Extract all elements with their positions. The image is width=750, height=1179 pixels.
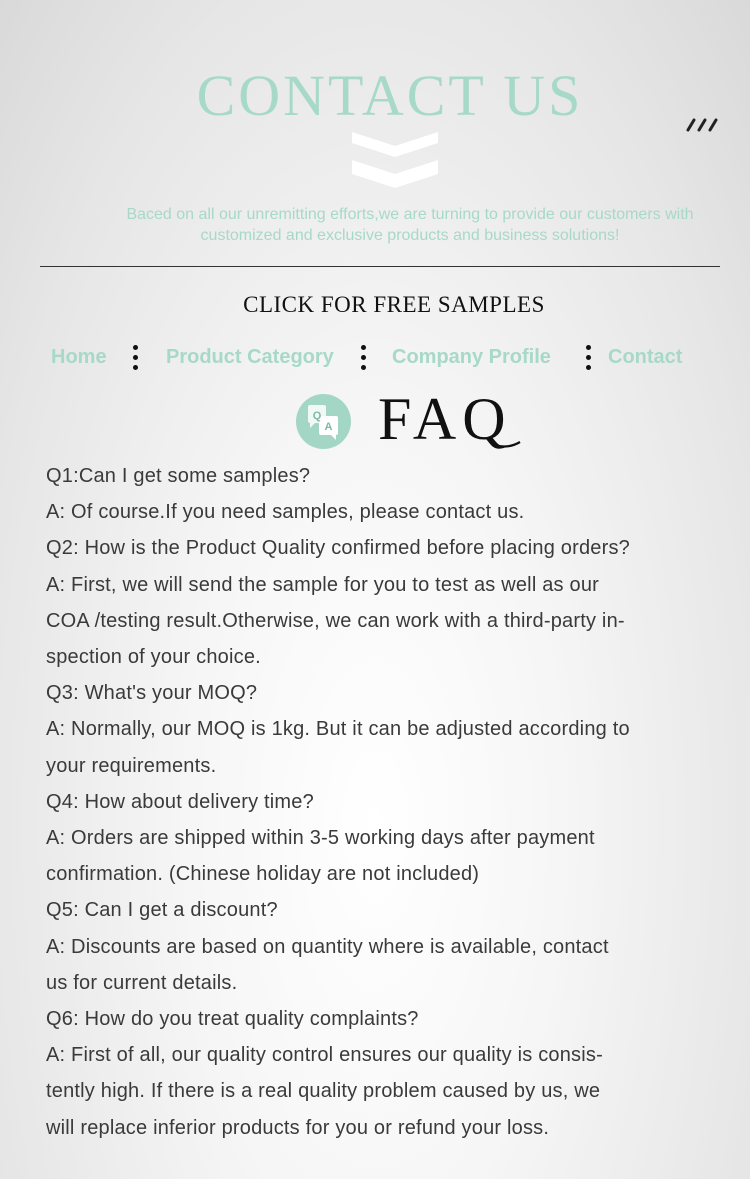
nav-separator — [360, 345, 366, 371]
faq-answer-line: A: First, we will send the sample for you to test as well as our — [46, 573, 600, 596]
faq-list — [46, 458, 696, 1146]
faq-answer-line: your requirements. — [46, 754, 217, 777]
qa-a-letter: A — [324, 421, 333, 433]
intro-text — [100, 204, 720, 246]
faq-question: Q5: Can I get a discount? — [46, 899, 278, 922]
faq-answer-line: us for current details. — [46, 971, 238, 994]
faq-answer-line: A: Orders are shipped within 3-5 working days after payment — [46, 827, 595, 850]
qa-icon — [296, 394, 351, 449]
faq-title: FAQ — [378, 386, 512, 452]
faq-question: Q3: What's your MOQ? — [46, 682, 258, 705]
faq-question: Q6: How do you treat quality complaints? — [46, 1008, 419, 1031]
faq-answer-line: A: First of all, our quality control ensures our quality is consis- — [46, 1044, 603, 1067]
qa-q-letter: Q — [312, 410, 322, 422]
slashes-icon — [683, 112, 723, 136]
faq-question: Q2: How is the Product Quality confirmed before placing orders? — [46, 537, 630, 560]
faq-answer-line: A: Discounts are based on quantity where is available, contact — [46, 935, 609, 958]
nav-item-contact[interactable]: Contact — [608, 346, 683, 368]
faq-answer-line: will replace inferior products for you or refund your loss. — [46, 1116, 550, 1139]
faq-answer-line: A: Of course.If you need samples, please contact us. — [46, 501, 525, 524]
faq-question: Q1:Can I get some samples? — [46, 465, 311, 487]
divider — [40, 266, 720, 267]
intro-line: customized and exclusive products and business solutions! — [200, 227, 620, 244]
free-samples-link[interactable]: CLICK FOR FREE SAMPLES — [243, 292, 545, 317]
nav-separator — [585, 345, 591, 371]
page-title: CONTACT US — [196, 63, 584, 128]
intro-line: Baced on all our unremitting efforts,we are turning to provide our customers with — [126, 206, 694, 223]
faq-answer-line: tently high. If there is a real quality problem caused by us, we — [46, 1080, 601, 1103]
nav-item-company-profile[interactable]: Company Profile — [392, 346, 551, 368]
faq-answer-line: confirmation. (Chinese holiday are not included) — [46, 863, 480, 886]
nav-bar — [0, 344, 750, 374]
nav-item-home[interactable]: Home — [51, 346, 107, 368]
nav-separator — [132, 345, 138, 371]
faq-answer-line: COA /testing result.Otherwise, we can work with a third-party in- — [46, 609, 625, 632]
faq-question: Q4: How about delivery time? — [46, 790, 314, 813]
nav-item-product-category[interactable]: Product Category — [166, 346, 334, 368]
qa-bubbles-icon — [296, 394, 351, 449]
chevron-down-icon — [352, 132, 438, 190]
faq-answer-line: spection of your choice. — [46, 646, 261, 669]
faq-answer-line: A: Normally, our MOQ is 1kg. But it can be adjusted according to — [46, 718, 630, 741]
faq-title-flourish — [488, 420, 522, 450]
